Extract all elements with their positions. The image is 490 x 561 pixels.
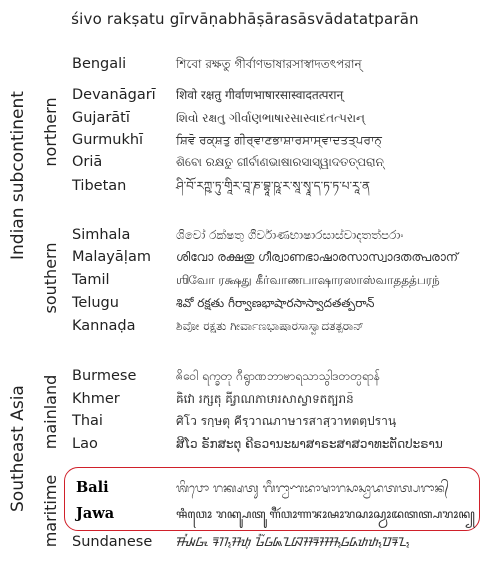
region-maritime: maritime	[41, 474, 60, 548]
script-sample: ཤི་བོ་རཀྵ་ཏུ་གཱིར་བཱ་ཎ་བྷཱ་ཥཱ་ར་སཱ་སྭཱ་ད་ཏ་ཏ་པ་རཱ་ན	[176, 179, 370, 193]
script-name: Thai	[72, 413, 103, 429]
script-sample: ಶಿವೋ ರಕ್ಷತು ಗೀರ್ವಾಣಭಾಷಾರಸಾಸ್ವಾದತತ್ಪರಾನ್	[176, 319, 364, 333]
page-title: śivo rakṣatu gīrvāṇabhāṣārasāsvādatatparān	[71, 10, 419, 28]
script-name: Lao	[72, 436, 98, 452]
script-sample: ശിവോ രക്ഷതു ഗീര്വാണഭാഷാരസാസ്വാദതത്പരാന്	[176, 250, 458, 264]
script-name: Burmese	[72, 368, 137, 384]
region-southeast-asia: Southeast Asia	[8, 385, 28, 512]
script-sample: શિવો રક્ષતુ ગીર્વાણભાષારસાસ્વાદતત્પરાન્	[176, 111, 365, 125]
script-name: Oriā	[72, 154, 103, 170]
script-name: Jawa	[76, 505, 115, 522]
script-name: Malayāḷam	[72, 249, 151, 265]
script-sample: శివో రక్షతు గీర్వాణభాషారసాస్వాదతత్పరాన్	[176, 296, 375, 310]
script-name: Simhala	[72, 227, 131, 243]
script-name: Bali	[76, 479, 109, 496]
script-sample: ၐိဝေါ ရက္ခတု ဂီရွာဏဘာၑာရသာသွါဒတတ္ပရာန်	[176, 369, 380, 383]
script-sample: ᬰᬶᬯᭀ ᬭᬓ᭄ᬱᬢᬸ ᬕᬷᬭ᭄ᬯᬵᬡᬪᬵᬱᬵᬭᬲᬵᬲ᭄ᬯᬵᬤᬢᬢ᭄ᬧᬭᬵᬦ᭄	[176, 481, 449, 495]
script-name: Kannaḍa	[72, 318, 136, 334]
script-sample: ឝិវោ រក្សតុ គីរ្វាណភាឞារសាស្វាទតត្បរាន៑	[176, 392, 354, 406]
region-indian-subcontinent: Indian subcontinent	[8, 91, 28, 260]
script-sample: ᮯᮤᮝᮧ ᮛᮊ᮪ᮞᮒᮥ ᮌᮤᮁᮝᮏᮔᮘᮞᮛᮞᮞ᮪ᮝᮓᮒᮒ᮪ᮕᮛᮔ᮪	[176, 535, 410, 549]
region-mainland: mainland	[41, 374, 60, 450]
script-sample: ꦯꦶꦮꦺꦴ ꦫꦏ꧀ꦰꦠꦸ ꦒꦷꦂꦮꦴꦟꦨꦴꦰꦴꦫꦱꦴꦱ꧀ꦮꦴꦢꦠꦠ꧀ꦥꦫꦴꦤ꧀	[176, 507, 475, 521]
script-sample: ศิโว รกฺษตุ คีรฺวาณภาษารสาสฺวาทตตฺปรานฺ	[176, 414, 397, 428]
script-sample: ශිවෝ රක්ෂතු ගීර්වාණභාෂාරසාස්වාදතත්පරාං	[176, 228, 404, 242]
script-name: Sundanese	[72, 534, 153, 550]
script-sample: शिवो रक्षतु गीर्वाणभाषारसास्वादतत्परान्	[176, 88, 344, 102]
script-name: Telugu	[72, 295, 119, 311]
script-sample: ஶிவோ ரக்ஷது கீர்வாணபாஷாரஸாஸ்வாததத்பரந்	[176, 273, 440, 287]
script-name: Gurmukhī	[72, 132, 144, 148]
script-name: Gujarātī	[72, 110, 130, 126]
script-sample: ଶିବୋ ରକ୍ଷତୁ ଗୀର୍ବାଣଭାଷାରସାସ୍ୱାଦତତ୍ପରାନ୍	[176, 155, 384, 169]
script-sample: ਸ਼ਿਵੋ ਰਕ੍ਸ਼ਤੁ ਗੀਰ੍ਵਾਣਭਾਸ਼ਾਰਸਾਸ੍ਵਾਦਤਤ੍ਪਰਾਨ੍	[176, 133, 382, 147]
region-southern: southern	[41, 242, 60, 314]
script-sample: শিবো রক্ষতু গীর্বাণভাষারসাস্বাদতৎপরান্	[176, 57, 362, 71]
script-sample: ສິໂວ ຣັກສະຕຸ ຄີຣວານະພາສາຣະສາສວາທະຕັດປະຣານ	[176, 437, 443, 451]
script-name: Tibetan	[72, 178, 127, 194]
script-name: Khmer	[72, 391, 120, 407]
script-name: Tamil	[72, 272, 110, 288]
region-northern: northern	[41, 97, 60, 167]
script-name: Bengali	[72, 56, 127, 72]
script-name: Devanāgarī	[72, 87, 156, 103]
